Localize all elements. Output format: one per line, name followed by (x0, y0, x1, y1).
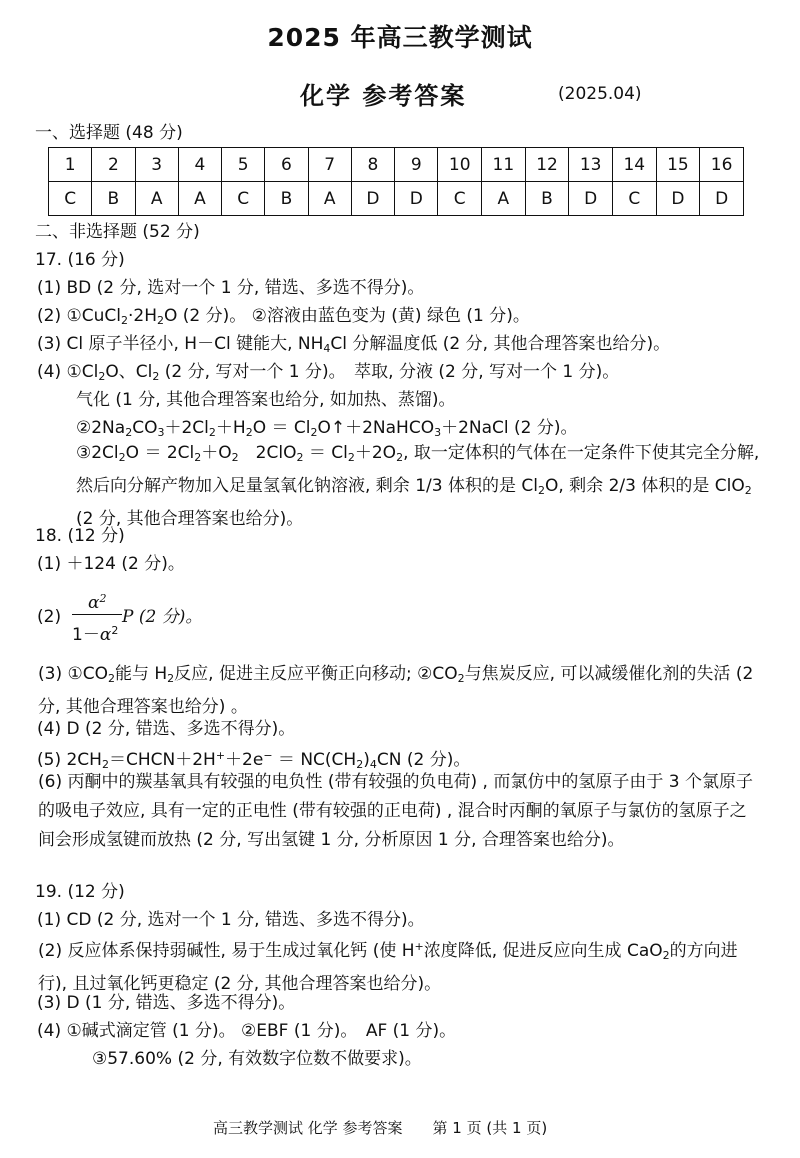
q18-fraction (72, 592, 126, 648)
answer-row (49, 182, 744, 216)
table-cell: A (135, 182, 178, 216)
table-cell: 14 (612, 148, 656, 182)
page-footer: 高三教学测试 化学 参考答案 第 1 页 (共 1 页) (213, 1119, 548, 1137)
subtitle-row (0, 76, 800, 112)
table-cell: B (92, 182, 135, 216)
table-cell: A (482, 182, 526, 216)
q19-answer-1: (1) CD (2 分, 选对一个 1 分, 错选、多选不得分)。 (37, 910, 425, 930)
table-cell: C (438, 182, 482, 216)
q18-title: 18. (12 分) (35, 526, 125, 546)
q19-answer-4: (4) ①碱式滴定管 (1 分)。 ②EBF (1 分)。 AF (1 分)。 (37, 1021, 457, 1041)
table-cell: D (569, 182, 613, 216)
fraction-numerator: $\alpha^2$ (88, 592, 107, 613)
table-cell: 11 (482, 148, 526, 182)
fraction-bar (72, 614, 122, 615)
table-cell: A (178, 182, 221, 216)
table-cell: D (656, 182, 700, 216)
q17-answer-2: (2) $①CuCl_2\cdot 2H_2O$ (2 分)。 ②溶液由蓝色变为 (黄) 绿色 (1 分)。 (37, 306, 530, 327)
table-cell: C (222, 182, 265, 216)
page-title: 2025 年高三教学测试 (267, 23, 533, 52)
table-cell: 13 (569, 148, 613, 182)
q19-answer-5: ③57.60% (2 分, 有效数字位数不做要求)。 (92, 1049, 422, 1069)
q18-answer-2-label: (2) (37, 607, 62, 627)
table-cell: 8 (351, 148, 394, 182)
table-cell: 9 (395, 148, 438, 182)
table-cell: 15 (656, 148, 700, 182)
q17-answer-4-experiment: $③2Cl_2O = 2Cl_2+O_2$ $2ClO_2 = Cl_2+2O_2$, 取一定体积的气体在一定条件下使其完全分解, 然后向分解产物加入足量氢氧化钠溶液, 剩余 1/3 体积的是 $Cl_2O$, 剩余 2/3 体积的是 ClO$_2$ (2 分, 其他合理答案也给分)。 (76, 443, 760, 529)
q17-answer-4-equation: $②2Na_2CO_3+2Cl_2+H_2O$ ＝ $Cl_2O↑+2NaHCO_3+2NaCl$ (2 分)。 (76, 418, 578, 439)
q18-answer-4: (4) D (2 分, 错选、多选不得分)。 (37, 719, 296, 739)
table-cell: 16 (700, 148, 744, 182)
table-cell: 12 (525, 148, 569, 182)
table-cell: D (700, 182, 744, 216)
q19-title: 19. (12 分) (35, 882, 125, 902)
table-cell: C (49, 182, 92, 216)
q18-answer-3: (3) $①CO_2$能与 $H_2$反应, 促进主反应平衡正向移动; $②CO_2$与焦炭反应, 可以减缓催化剂的失活 (2 分, 其他合理答案也给分) 。 (38, 664, 754, 717)
section-1-title: 一、选择题 (48 分) (35, 123, 183, 143)
table-cell: D (395, 182, 438, 216)
table-cell: 7 (308, 148, 351, 182)
table-cell: 5 (222, 148, 265, 182)
table-cell: 1 (49, 148, 92, 182)
exam-date: (2025.04) (558, 84, 642, 104)
table-cell: D (351, 182, 394, 216)
table-cell: 3 (135, 148, 178, 182)
q17-answer-4-line-2: 气化 (1 分, 其他合理答案也给分, 如加热、蒸馏)。 (76, 390, 456, 410)
q18-answer-1: (1) ＋124 (2 分)。 (37, 554, 185, 574)
section-2-title: 二、非选择题 (52 分) (35, 222, 200, 242)
page-subtitle: 化学 参考答案 (300, 82, 467, 110)
table-cell: B (265, 182, 308, 216)
answer-table (48, 147, 744, 216)
fraction-denominator: $1-\alpha^2$ (72, 624, 119, 645)
q17-answer-3: (3) Cl 原子半径小, H－Cl 键能大, $NH_4Cl$ 分解温度低 (2 分, 其他合理答案也给分)。 (37, 334, 671, 355)
q18-answer-2-text: P (2 分)。 (122, 607, 203, 627)
table-cell: 10 (438, 148, 482, 182)
table-cell: A (308, 182, 351, 216)
q17-answer-1: (1) BD (2 分, 选对一个 1 分, 错选、多选不得分)。 (37, 278, 425, 298)
table-cell: 6 (265, 148, 308, 182)
q18-answer-6: (6) 丙酮中的羰基氧具有较强的电负性 (带有较强的负电荷) , 而氯仿中的氢原子由于 3 个氯原子的吸电子效应, 具有一定的正电性 (带有较强的正电荷) , 混合时丙酮的氧原子与氯仿的氢原子之间会形成氢键而放热 (2 分, 写出氢键 1 分, 分析原因 1 分, 合理答案也给分)。 (38, 772, 753, 850)
q17-title: 17. (16 分) (35, 250, 125, 270)
table-cell: C (612, 182, 656, 216)
question-number-row (49, 148, 744, 182)
q19-answer-3: (3) D (1 分, 错选、多选不得分)。 (37, 993, 296, 1013)
table-cell: 4 (178, 148, 221, 182)
table-cell: B (525, 182, 569, 216)
q18-answer-5: (5) $2CH_2=CHCN+2H^++2e^- = NC(CH_2)_4CN$ (2 分)。 (37, 749, 471, 771)
table-cell: 2 (92, 148, 135, 182)
q19-answer-2: (2) 反应体系保持弱碱性, 易于生成过氧化钙 (使 H+浓度降低, 促进反应向生成 CaO$_2$的方向进行), 且过氧化钙更稳定 (2 分, 其他合理答案也给分)。 (38, 940, 738, 994)
q17-answer-4: (4) $①Cl_2O$、$Cl_2$ (2 分, 写对一个 1 分)。 萃取, 分液 (2 分, 写对一个 1 分)。 (37, 362, 620, 383)
